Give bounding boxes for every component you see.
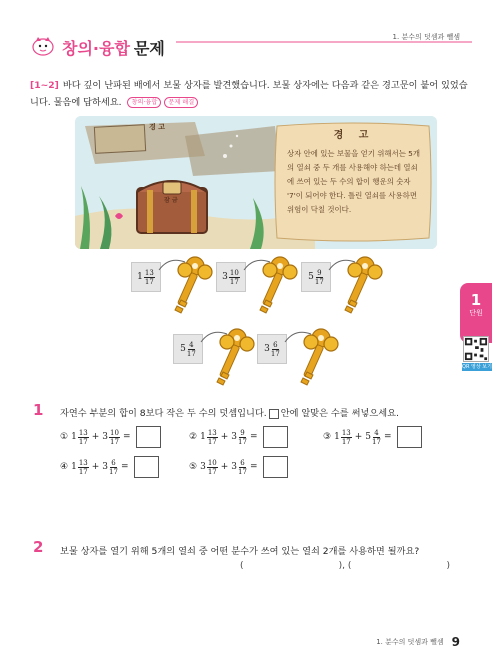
q1-item-2: ② 1 $\frac{13}{17}$ + 3 $\frac{9}{17}$ = bbox=[189, 426, 288, 448]
title-pink: 창의·융합 bbox=[62, 38, 130, 58]
page-footer bbox=[376, 635, 460, 649]
mascot-icon bbox=[32, 36, 54, 56]
question-1-number: 1 bbox=[33, 401, 44, 419]
key-3 bbox=[301, 252, 401, 314]
intro-text: 바다 깊이 난파된 배에서 보물 상자를 발견했습니다. 보물 상자에는 다음과 같은 경고문이 붙어 있었습니다. 물음에 답하세요. bbox=[30, 80, 468, 108]
page-number: 9 bbox=[451, 635, 460, 649]
q1-item-3: ③ 1 $\frac{13}{17}$ + 5 $\frac{4}{17}$ = bbox=[323, 426, 422, 448]
problem-intro bbox=[30, 77, 470, 111]
question-2-number: 2 bbox=[33, 538, 44, 556]
header-section: 1. 분수의 덧셈과 뺄셈 bbox=[392, 33, 460, 41]
answer-input[interactable] bbox=[134, 456, 159, 478]
key-tag: 3 $\frac{6}{17}$ bbox=[257, 334, 287, 364]
notice-body: 상자 안에 있는 보물을 얻기 위해서는 5개의 열쇠 중 두 개를 사용해야 하는데 열쇠에 쓰여 있는 두 수의 합이 행운의 숫자 '7'이 되어야 한다. 틀린 열쇠를 사용하면 위험이 닥칠 것이다. bbox=[287, 149, 421, 214]
answer-input[interactable] bbox=[397, 426, 422, 448]
key-tag: 5 $\frac{9}{17}$ bbox=[301, 262, 331, 292]
answer-input[interactable] bbox=[263, 456, 288, 478]
chapter-number: 1 bbox=[470, 291, 482, 309]
key-5 bbox=[257, 324, 357, 386]
chest-label: 잠 금 bbox=[164, 197, 178, 204]
answer-input[interactable] bbox=[263, 426, 288, 448]
title-black: 문제 bbox=[133, 38, 165, 58]
key-tag: 5 $\frac{4}{17}$ bbox=[173, 334, 203, 364]
q1-item-4: ④ 1 $\frac{13}{17}$ + 3 $\frac{6}{17}$ = bbox=[60, 456, 159, 478]
gold-key-icon bbox=[325, 252, 401, 314]
tag-creative: 창의·융합 bbox=[127, 97, 161, 108]
chapter-tab[interactable] bbox=[460, 283, 492, 343]
question-2-text: 보물 상자를 열기 위해 5개의 열쇠 중 어떤 분수가 쓰여 있는 열쇠 2개를 사용하면 될까요? bbox=[60, 546, 420, 557]
tag-problem-solving: 문제 해결 bbox=[164, 97, 198, 108]
treasure-illustration bbox=[75, 116, 437, 249]
chapter-label: 단원 bbox=[469, 309, 483, 317]
answer-parens[interactable]: ( ), ( ) bbox=[240, 561, 450, 571]
gold-key-icon bbox=[281, 324, 357, 386]
answer-input[interactable] bbox=[136, 426, 161, 448]
footer-section: 1. 분수의 덧셈과 뺄셈 bbox=[376, 638, 444, 646]
key-tag: 1 $\frac{13}{17}$ bbox=[131, 262, 161, 292]
question-1-text: 자연수 부분의 합이 8보다 작은 두 수의 덧셈입니다. 안에 알맞은 수를 써넣으세요. bbox=[60, 408, 399, 419]
q1-item-1: ① 1 $\frac{13}{17}$ + 3 $\frac{10}{17}$ = bbox=[60, 426, 161, 448]
page-title bbox=[32, 30, 165, 64]
qr-code-icon[interactable] bbox=[463, 336, 489, 362]
warning-notice bbox=[273, 120, 433, 244]
notice-title: 경 고 bbox=[333, 130, 375, 141]
key-tag: 3 $\frac{10}{17}$ bbox=[216, 262, 246, 292]
sign-text: 경 고 bbox=[149, 123, 165, 131]
problem-number: [1~2] bbox=[30, 80, 59, 91]
blank-box-icon bbox=[269, 409, 279, 419]
q1-item-5: ⑤ 3 $\frac{10}{17}$ + 3 $\frac{6}{17}$ = bbox=[189, 456, 288, 478]
qr-label[interactable]: QR 영상 보기 bbox=[462, 364, 492, 370]
